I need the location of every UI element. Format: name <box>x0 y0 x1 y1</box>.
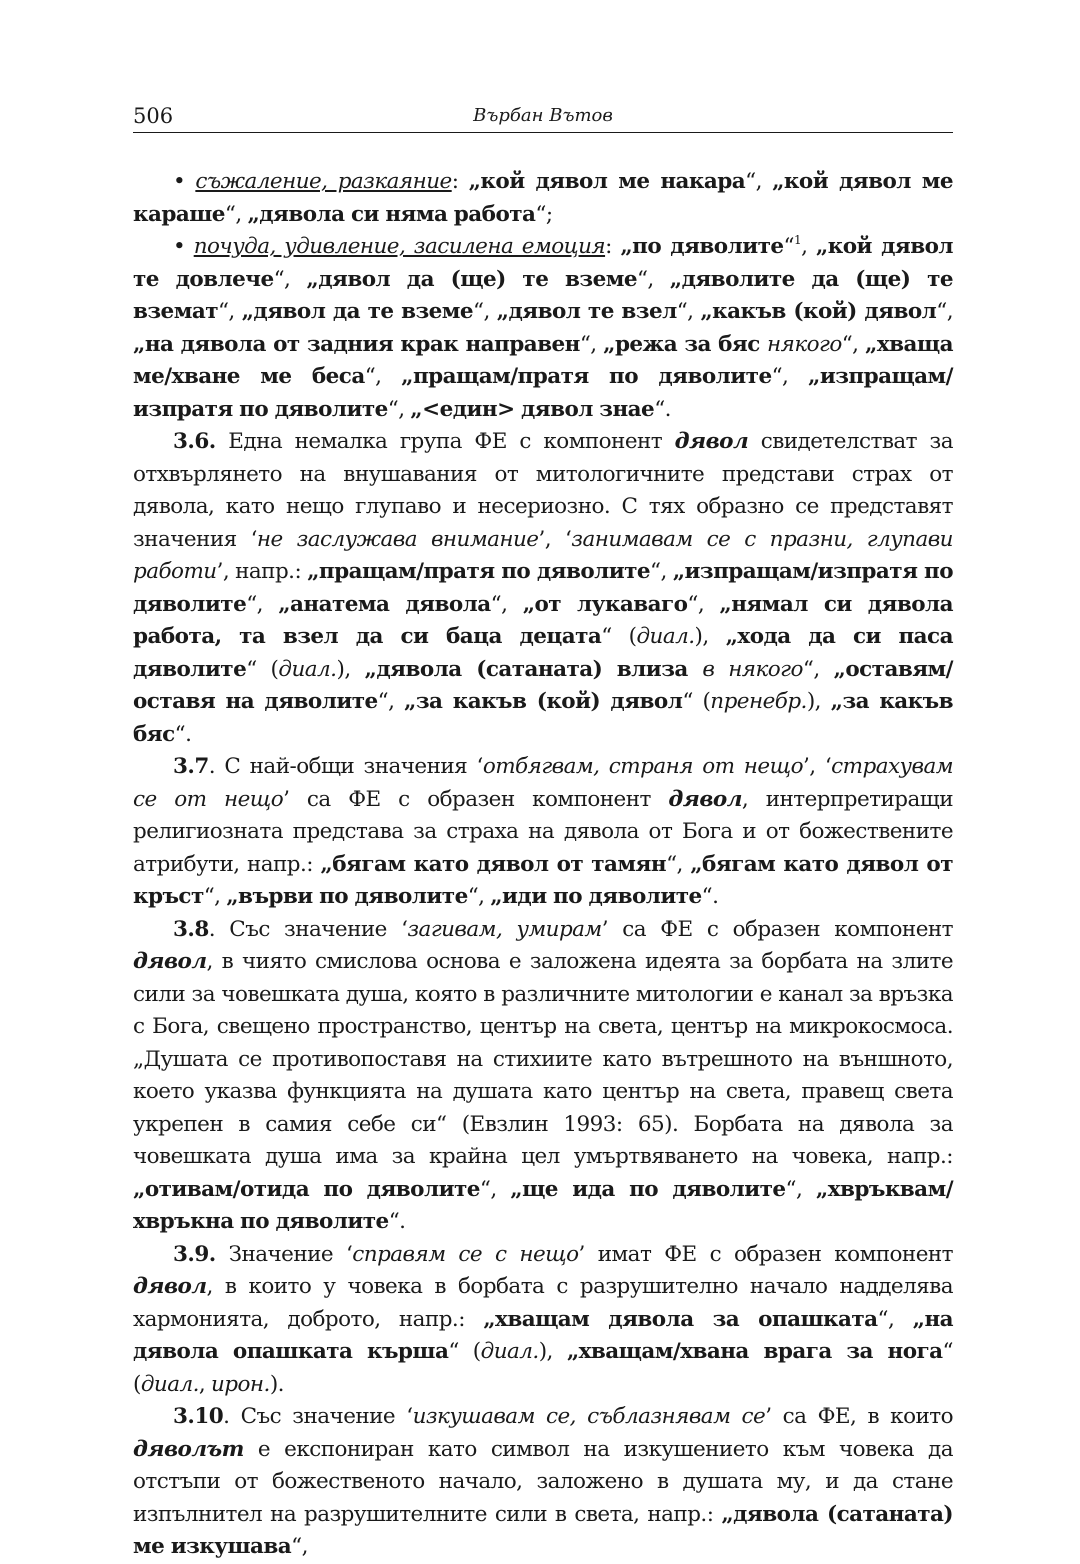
paragraph-section-3-9 <box>133 1239 953 1402</box>
text-run: “, <box>490 591 523 617</box>
text-run: е експониран като символ на изкушението към човека да отстъпи от божественото начало, заложено в душата му, и да стане изпълнител на разрушителните сили в света, напр.: <box>133 1436 953 1527</box>
text-run: “, <box>877 1306 913 1332</box>
phrase-bold: „дявола (сатаната) ме изкушава <box>133 1501 954 1559</box>
text-run: “, <box>687 591 720 617</box>
text-run: “ <box>783 234 794 259</box>
text-run: . Със значение ‘ <box>223 1404 413 1429</box>
text-run: . Със значение ‘ <box>208 916 408 942</box>
phrase-bold: „анатема дявола <box>278 591 491 617</box>
text-run: “, <box>246 591 279 617</box>
text-run: “ ( <box>133 1339 953 1397</box>
phrase-bold: 3.6. <box>173 429 216 454</box>
text-run: “ ( <box>448 1339 481 1364</box>
text-run: “, <box>387 396 411 422</box>
phrase-bold: „кой дявол те довлече <box>133 234 953 292</box>
phrase-bold: „за какъв (кой) дявол <box>404 689 683 714</box>
phrase-bold: „за какъв бяс <box>133 689 953 747</box>
text-run: “. <box>654 396 671 422</box>
text-run: , <box>198 1371 211 1397</box>
phrase-bold: „хода да си паса дяволите <box>133 624 953 682</box>
text-run: “, <box>936 299 953 324</box>
phrase-bold: „кой дявол ме караше <box>133 169 953 227</box>
text-run: Една немалка група ФЕ с компонент <box>215 429 675 454</box>
phrase-bold: „иди по дяволите <box>490 884 702 909</box>
phrase-bold: „дявол да те вземе <box>241 299 474 324</box>
phrase-bold: „изпращам/изпратя по дяволите <box>133 364 953 422</box>
text-run: “, <box>364 364 402 389</box>
phrase-bold: „дявола (сатаната) влиза <box>364 656 703 682</box>
text-run: отбягвам, страня от нещо <box>482 754 803 779</box>
paragraph-section-3-6 <box>133 426 953 751</box>
text-run: , <box>801 234 816 259</box>
text-run: ’ са ФЕ с образен компонент <box>283 786 669 812</box>
text-run: “, <box>291 1534 308 1559</box>
text-run: справям се с нещо <box>352 1241 579 1267</box>
phrase-bold: „бягам като дявол от тамян <box>320 851 667 877</box>
phrase-bold: „какъв (кой) дявол <box>700 299 937 324</box>
phrase-bold: „режа за бяс <box>603 331 768 357</box>
text-run: ). <box>269 1371 284 1397</box>
phrase-bold: „на дявола опашката кърша <box>133 1306 954 1364</box>
category-label: съжаление, разкаяние <box>195 169 452 194</box>
text-run: “. <box>388 1209 406 1234</box>
phrase-bold: „пращам/пратя по дяволите <box>401 364 772 389</box>
phrase-bold: дявол <box>668 786 742 812</box>
text-run: : <box>605 234 621 259</box>
text-run: ), <box>538 1339 567 1364</box>
text-run: “, <box>224 201 248 227</box>
phrase-bold: „хващам дявола за опашката <box>483 1306 878 1332</box>
text-run: “, <box>771 364 809 389</box>
text-run: някого <box>767 331 842 357</box>
text-run: • <box>173 234 194 259</box>
text-run: “, <box>841 331 866 357</box>
text-run: “, <box>650 559 673 584</box>
text-run: “, <box>203 884 227 909</box>
phrase-bold: „нямал си дявола работа, та взел да си баца децата <box>133 591 953 649</box>
body-text <box>133 166 953 1564</box>
phrase-bold: дявол <box>674 429 749 454</box>
paragraph-bullet-surprise <box>133 231 953 426</box>
text-run: “. <box>174 721 192 747</box>
text-run: “, <box>676 299 701 324</box>
category-label: почуда, удивление, засилена емоция <box>193 234 606 259</box>
phrase-bold: дяволът <box>133 1436 244 1462</box>
text-run: “ ( <box>601 624 637 649</box>
text-run: “, <box>377 689 405 714</box>
text-run: в някого <box>702 656 803 682</box>
phrase-bold: „дявол да (ще) те вземе <box>306 266 637 292</box>
text-run: пренебр. <box>710 689 807 714</box>
phrase-bold: „на дявола от задния крак направен <box>133 331 580 357</box>
text-run: ’ имат ФЕ с образен компонент <box>578 1241 953 1267</box>
text-run: • <box>173 169 196 194</box>
running-title: Върбан Вътов <box>473 105 613 126</box>
text-run: ), <box>336 656 365 682</box>
text-run: “ ( <box>246 656 279 682</box>
text-run: “. <box>701 884 719 909</box>
text-run: , в които у човека в борбата с разрушително начало надделява хармонията, доброто, напр.: <box>133 1274 953 1332</box>
text-run: ирон. <box>211 1371 270 1397</box>
text-run: “, <box>473 299 497 324</box>
text-run: “, <box>785 1176 816 1202</box>
text-run: диал. <box>140 1371 199 1397</box>
page-header <box>133 100 953 133</box>
text-run: “, <box>479 1176 511 1202</box>
text-run: диал. <box>636 624 695 649</box>
text-run: “, <box>636 266 670 292</box>
text-run: ’, напр.: <box>216 559 308 584</box>
text-run: “, <box>467 884 491 909</box>
phrase-bold: 3.9. <box>173 1241 216 1267</box>
paragraph-section-3-7 <box>133 751 953 914</box>
paragraph-bullet-regret <box>133 166 953 231</box>
phrase-bold: „хвръквам/хвръкна по дяволите <box>133 1176 953 1234</box>
phrase-bold: 3.7 <box>173 754 209 779</box>
paragraph-section-3-10 <box>133 1401 953 1564</box>
text-run: ’, ‘ <box>538 526 572 552</box>
text-run: ), <box>694 624 726 649</box>
text-run: диал. <box>278 656 337 682</box>
text-run: занимавам се с празни, глупави работи <box>133 526 953 584</box>
text-run: “, <box>666 851 691 877</box>
phrase-bold: „кой дявол ме накара <box>468 169 746 194</box>
text-run: 1 <box>793 233 802 247</box>
text-run: , интерпретиращи религиозната представа за страха на дявола от Бога и от божествените атрибути, напр.: <box>133 786 953 877</box>
text-run: изкушавам се, съблазнявам се <box>412 1404 766 1429</box>
phrase-bold: „дяволите да (ще) те вземат <box>133 266 953 324</box>
phrase-bold: „изпращам/изпратя по дяволите <box>133 559 953 617</box>
text-run: , в чиято смислова основа е заложена идеята за борбата на злите сили за човешката душа, която в различните митологии е канал за връзка с Бога, свещено пространство, център на света, център на микрокосмоса. „Душата се противопоставя на стихиите като вътрешното на външното, което указва функцията на душата като център на света, правещ света укрепен в самия себе си“ (Евзлин 1993: 65). Борбата на дявола за човешката душа има за крайна цел умъртвяването на човека, напр.: <box>133 949 953 1169</box>
text-run: “ ( <box>682 689 711 714</box>
text-run: “; <box>535 201 553 227</box>
phrase-bold: „хващам/хвана врага за нога <box>566 1339 943 1364</box>
phrase-bold: 3.10 <box>173 1404 224 1429</box>
phrase-bold: 3.8 <box>173 916 209 942</box>
phrase-bold: „по дяволите <box>620 234 784 259</box>
phrase-bold: „дявол те взел <box>496 299 677 324</box>
text-run: “, <box>745 169 773 194</box>
phrase-bold: дявол <box>133 1274 207 1299</box>
phrase-bold: „дявола си няма работа <box>247 201 536 227</box>
text-run: “, <box>579 331 604 357</box>
phrase-bold: „отивам/отида по дяволите <box>133 1176 480 1202</box>
phrase-bold: „<един> дявол знае <box>410 396 655 422</box>
phrase-bold: дявол <box>133 949 207 974</box>
phrase-bold: „от лукаваго <box>522 591 688 617</box>
text-run: : <box>451 169 469 194</box>
text-run: . С най-общи значения ‘ <box>208 754 483 779</box>
text-run: страхувам се от нещо <box>133 754 953 812</box>
text-run: свидетелстват за отхвърлянето на внушавания от митологичните представи страх от дявола, като нещо глупаво и несериозно. С тях образно се представят значения ‘ <box>133 429 953 552</box>
phrase-bold: „пращам/пратя по дяволите <box>307 559 651 584</box>
paragraph-section-3-8 <box>133 914 953 1239</box>
text-run: Значение ‘ <box>215 1241 353 1267</box>
text-run: ’ са ФЕ, в които <box>765 1404 953 1429</box>
text-run: диал. <box>480 1339 539 1364</box>
phrase-bold: „оставям/оставя на дяволите <box>133 656 953 714</box>
text-run: “, <box>273 266 307 292</box>
phrase-bold: „върви по дяволите <box>226 884 468 909</box>
text-run: не заслужава внимание <box>256 526 539 552</box>
page-number: 506 <box>133 104 174 128</box>
text-run: “, <box>217 299 242 324</box>
phrase-bold: „бягам като дявол от кръст <box>133 851 953 909</box>
text-run: ’ са ФЕ с образен компонент <box>601 916 953 942</box>
text-run: загивам, умирам <box>407 916 602 942</box>
phrase-bold: „хваща ме/хване ме беса <box>133 331 953 389</box>
text-run: ’, ‘ <box>802 754 832 779</box>
text-run: ), <box>806 689 831 714</box>
phrase-bold: „ще ида по дяволите <box>510 1176 786 1202</box>
text-run: “, <box>802 656 834 682</box>
